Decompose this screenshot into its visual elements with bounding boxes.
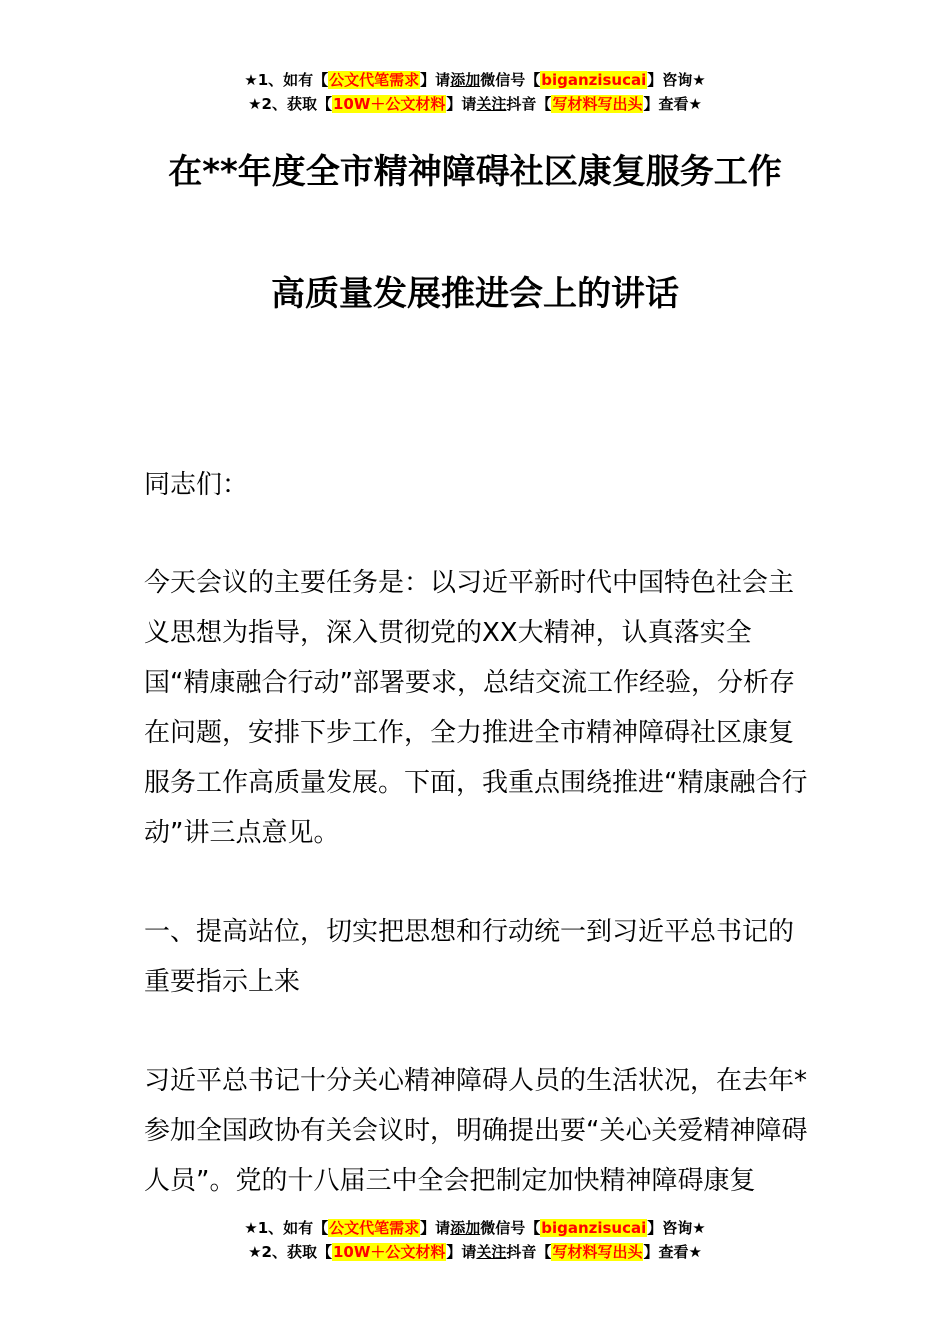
promo-highlight: 10W＋公文材料 xyxy=(332,1243,446,1261)
promo-line-1 xyxy=(0,68,950,92)
bottom-promo-banner xyxy=(0,1216,950,1264)
promo-underlined: 关注 xyxy=(476,95,507,113)
promo-text: ★2、获取【 xyxy=(248,95,332,113)
promo-text: 】请 xyxy=(420,71,451,89)
promo-underlined: 添加 xyxy=(450,1219,481,1237)
promo-text: 微信号【 xyxy=(480,71,541,89)
promo-highlight: 公文代笔需求 xyxy=(329,1219,420,1237)
promo-highlight: 10W＋公文材料 xyxy=(332,95,446,113)
promo-text: 微信号【 xyxy=(480,1219,541,1237)
promo-text: 抖音【 xyxy=(506,95,552,113)
promo-highlight-douyin: 写材料写出头 xyxy=(552,1243,643,1261)
promo-text: 】查看★ xyxy=(643,95,702,113)
promo-line-2 xyxy=(0,1240,950,1264)
paragraph-text: 今天会议的主要任务是：以习近平新时代中国特色社会主义思想为指导，深入贯彻党的XX大精神，认真落实全国“精康融合行动”部署要求，总结交流工作经验，分析存在问题，安排下步工作，全力推进全市精神障碍社区康复服务工作高质量发展。下面，我重点围绕推进“精康融合行动”讲三点意见。 xyxy=(144,568,808,848)
paragraph-intro xyxy=(144,558,809,858)
paragraph-section-1 xyxy=(144,1056,809,1206)
promo-text: ★2、获取【 xyxy=(248,1243,332,1261)
promo-text: 抖音【 xyxy=(506,1243,552,1261)
promo-line-1 xyxy=(0,1216,950,1240)
promo-line-2 xyxy=(0,92,950,116)
promo-text: 】请 xyxy=(420,1219,451,1237)
document-title-line-2: 高质量发展推进会上的讲话 xyxy=(271,274,679,314)
section-heading-1 xyxy=(144,907,809,1007)
promo-underlined: 添加 xyxy=(450,71,481,89)
promo-text: 】请 xyxy=(446,95,477,113)
salutation xyxy=(144,460,809,510)
promo-highlight: 公文代笔需求 xyxy=(329,71,420,89)
promo-text: 】请 xyxy=(446,1243,477,1261)
promo-text: ★1、如有【 xyxy=(244,71,329,89)
paragraph-text: 习近平总书记十分关心精神障碍人员的生活状况，在去年*参加全国政协有关会议时，明确提出要“关心关爱精神障碍人员”。党的十八届三中全会把制定加快精神障碍康复 xyxy=(144,1066,808,1196)
promo-highlight-douyin: 写材料写出头 xyxy=(552,95,643,113)
promo-underlined: 关注 xyxy=(476,1243,507,1261)
top-promo-banner xyxy=(0,68,950,116)
document-title-line-1: 在**年度全市精神障碍社区康复服务工作 xyxy=(168,152,782,192)
promo-text: ★1、如有【 xyxy=(244,1219,329,1237)
promo-highlight-wechat: biganzisucai xyxy=(541,71,647,89)
section-heading-text: 一、提高站位，切实把思想和行动统一到习近平总书记的重要指示上来 xyxy=(144,917,795,997)
promo-text: 】咨询★ xyxy=(647,71,706,89)
promo-highlight-wechat: biganzisucai xyxy=(541,1219,647,1237)
promo-text: 】咨询★ xyxy=(647,1219,706,1237)
promo-text: 】查看★ xyxy=(643,1243,702,1261)
salutation-text: 同志们： xyxy=(144,470,249,500)
